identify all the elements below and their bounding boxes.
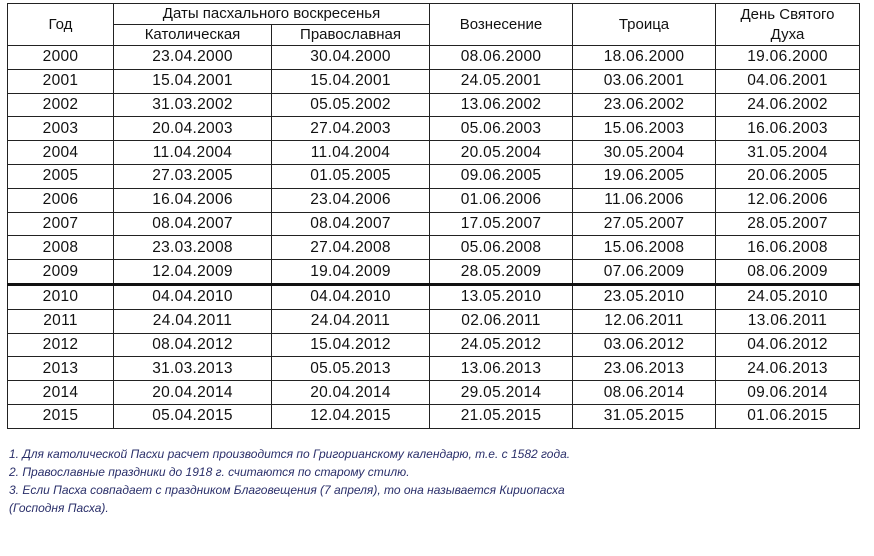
header-holy-spirit-line2: Духа (770, 25, 805, 43)
table-row (8, 117, 860, 141)
ascension-cell: 13.05.2010 (430, 284, 573, 309)
ascension-cell: 28.05.2009 (430, 260, 573, 285)
table-row (8, 164, 860, 188)
trinity-cell: 23.05.2010 (573, 284, 716, 309)
orthodox-easter-cell: 01.05.2005 (272, 164, 430, 188)
catholic-easter-cell: 23.03.2008 (114, 236, 272, 260)
orthodox-easter-cell: 23.04.2006 (272, 188, 430, 212)
easter-dates-document (7, 3, 859, 429)
footnote-3: 3. Если Пасха совпадает с праздником Благовещения (7 апреля), то она называется Кириопасха (9, 483, 565, 497)
orthodox-easter-cell: 15.04.2001 (272, 69, 430, 93)
header-catholic: Католическая (114, 25, 272, 46)
year-cell: 2004 (8, 141, 114, 165)
header-year: Год (8, 4, 114, 46)
trinity-cell: 12.06.2011 (573, 309, 716, 333)
catholic-easter-cell: 20.04.2003 (114, 117, 272, 141)
holy-spirit-cell: 08.06.2009 (716, 260, 860, 285)
table-row (8, 188, 860, 212)
ascension-cell: 29.05.2014 (430, 381, 573, 405)
table-row (8, 284, 860, 309)
table-row (8, 333, 860, 357)
year-cell: 2005 (8, 164, 114, 188)
holy-spirit-cell: 04.06.2001 (716, 69, 860, 93)
orthodox-easter-cell: 27.04.2008 (272, 236, 430, 260)
catholic-easter-cell: 15.04.2001 (114, 69, 272, 93)
catholic-easter-cell: 05.04.2015 (114, 404, 272, 428)
catholic-easter-cell: 16.04.2006 (114, 188, 272, 212)
catholic-easter-cell: 11.04.2004 (114, 141, 272, 165)
header-trinity: Троица (573, 4, 716, 46)
trinity-cell: 03.06.2012 (573, 333, 716, 357)
table-row (8, 260, 860, 285)
orthodox-easter-cell: 30.04.2000 (272, 46, 430, 70)
header-holy-spirit (716, 4, 860, 46)
holy-spirit-cell: 24.05.2010 (716, 284, 860, 309)
holiday-dates-table (7, 3, 860, 429)
header-easter-dates: Даты пасхального воскресенья (114, 4, 430, 25)
table-row (8, 404, 860, 428)
year-cell: 2014 (8, 381, 114, 405)
holy-spirit-cell: 01.06.2015 (716, 404, 860, 428)
catholic-easter-cell: 08.04.2012 (114, 333, 272, 357)
orthodox-easter-cell: 11.04.2004 (272, 141, 430, 165)
trinity-cell: 23.06.2002 (573, 93, 716, 117)
header-holy-spirit-line1: День Святого (740, 5, 835, 23)
footnotes (9, 445, 859, 517)
year-cell: 2010 (8, 284, 114, 309)
orthodox-easter-cell: 24.04.2011 (272, 309, 430, 333)
trinity-cell: 11.06.2006 (573, 188, 716, 212)
table-row (8, 357, 860, 381)
footnote-1: 1. Для католической Пасхи расчет производится по Григорианскому календарю, т.е. с 1582 года. (9, 447, 571, 461)
orthodox-easter-cell: 27.04.2003 (272, 117, 430, 141)
catholic-easter-cell: 12.04.2009 (114, 260, 272, 285)
catholic-easter-cell: 23.04.2000 (114, 46, 272, 70)
trinity-cell: 08.06.2014 (573, 381, 716, 405)
header-orthodox: Православная (272, 25, 430, 46)
footnote-3-cont: (Господня Пасха). (9, 501, 109, 515)
ascension-cell: 13.06.2013 (430, 357, 573, 381)
holy-spirit-cell: 24.06.2013 (716, 357, 860, 381)
orthodox-easter-cell: 04.04.2010 (272, 284, 430, 309)
table-row (8, 141, 860, 165)
table-row (8, 309, 860, 333)
catholic-easter-cell: 08.04.2007 (114, 212, 272, 236)
year-cell: 2012 (8, 333, 114, 357)
ascension-cell: 13.06.2002 (430, 93, 573, 117)
holy-spirit-cell: 16.06.2008 (716, 236, 860, 260)
trinity-cell: 15.06.2008 (573, 236, 716, 260)
holy-spirit-cell: 28.05.2007 (716, 212, 860, 236)
catholic-easter-cell: 04.04.2010 (114, 284, 272, 309)
holy-spirit-cell: 31.05.2004 (716, 141, 860, 165)
ascension-cell: 05.06.2003 (430, 117, 573, 141)
ascension-cell: 20.05.2004 (430, 141, 573, 165)
year-cell: 2008 (8, 236, 114, 260)
year-cell: 2006 (8, 188, 114, 212)
ascension-cell: 24.05.2001 (430, 69, 573, 93)
catholic-easter-cell: 20.04.2014 (114, 381, 272, 405)
holy-spirit-cell: 13.06.2011 (716, 309, 860, 333)
orthodox-easter-cell: 19.04.2009 (272, 260, 430, 285)
trinity-cell: 27.05.2007 (573, 212, 716, 236)
ascension-cell: 17.05.2007 (430, 212, 573, 236)
catholic-easter-cell: 31.03.2002 (114, 93, 272, 117)
orthodox-easter-cell: 15.04.2012 (272, 333, 430, 357)
holy-spirit-cell: 04.06.2012 (716, 333, 860, 357)
trinity-cell: 31.05.2015 (573, 404, 716, 428)
trinity-cell: 23.06.2013 (573, 357, 716, 381)
orthodox-easter-cell: 20.04.2014 (272, 381, 430, 405)
table-row (8, 69, 860, 93)
trinity-cell: 30.05.2004 (573, 141, 716, 165)
year-cell: 2000 (8, 46, 114, 70)
orthodox-easter-cell: 12.04.2015 (272, 404, 430, 428)
ascension-cell: 21.05.2015 (430, 404, 573, 428)
holy-spirit-cell: 19.06.2000 (716, 46, 860, 70)
footnote-2: 2. Православные праздники до 1918 г. считаются по старому стилю. (9, 465, 410, 479)
holy-spirit-cell: 16.06.2003 (716, 117, 860, 141)
year-cell: 2001 (8, 69, 114, 93)
header-ascension: Вознесение (430, 4, 573, 46)
table-row (8, 381, 860, 405)
table-row (8, 236, 860, 260)
holy-spirit-cell: 20.06.2005 (716, 164, 860, 188)
year-cell: 2013 (8, 357, 114, 381)
trinity-cell: 19.06.2005 (573, 164, 716, 188)
catholic-easter-cell: 24.04.2011 (114, 309, 272, 333)
trinity-cell: 15.06.2003 (573, 117, 716, 141)
table-row (8, 46, 860, 70)
year-cell: 2007 (8, 212, 114, 236)
year-cell: 2002 (8, 93, 114, 117)
orthodox-easter-cell: 08.04.2007 (272, 212, 430, 236)
orthodox-easter-cell: 05.05.2013 (272, 357, 430, 381)
holy-spirit-cell: 24.06.2002 (716, 93, 860, 117)
ascension-cell: 02.06.2011 (430, 309, 573, 333)
orthodox-easter-cell: 05.05.2002 (272, 93, 430, 117)
year-cell: 2011 (8, 309, 114, 333)
trinity-cell: 07.06.2009 (573, 260, 716, 285)
ascension-cell: 09.06.2005 (430, 164, 573, 188)
ascension-cell: 05.06.2008 (430, 236, 573, 260)
trinity-cell: 03.06.2001 (573, 69, 716, 93)
catholic-easter-cell: 31.03.2013 (114, 357, 272, 381)
table-row (8, 212, 860, 236)
catholic-easter-cell: 27.03.2005 (114, 164, 272, 188)
ascension-cell: 01.06.2006 (430, 188, 573, 212)
table-row (8, 93, 860, 117)
ascension-cell: 24.05.2012 (430, 333, 573, 357)
ascension-cell: 08.06.2000 (430, 46, 573, 70)
year-cell: 2015 (8, 404, 114, 428)
holy-spirit-cell: 12.06.2006 (716, 188, 860, 212)
table-body (8, 46, 860, 429)
holy-spirit-cell: 09.06.2014 (716, 381, 860, 405)
trinity-cell: 18.06.2000 (573, 46, 716, 70)
year-cell: 2003 (8, 117, 114, 141)
year-cell: 2009 (8, 260, 114, 285)
